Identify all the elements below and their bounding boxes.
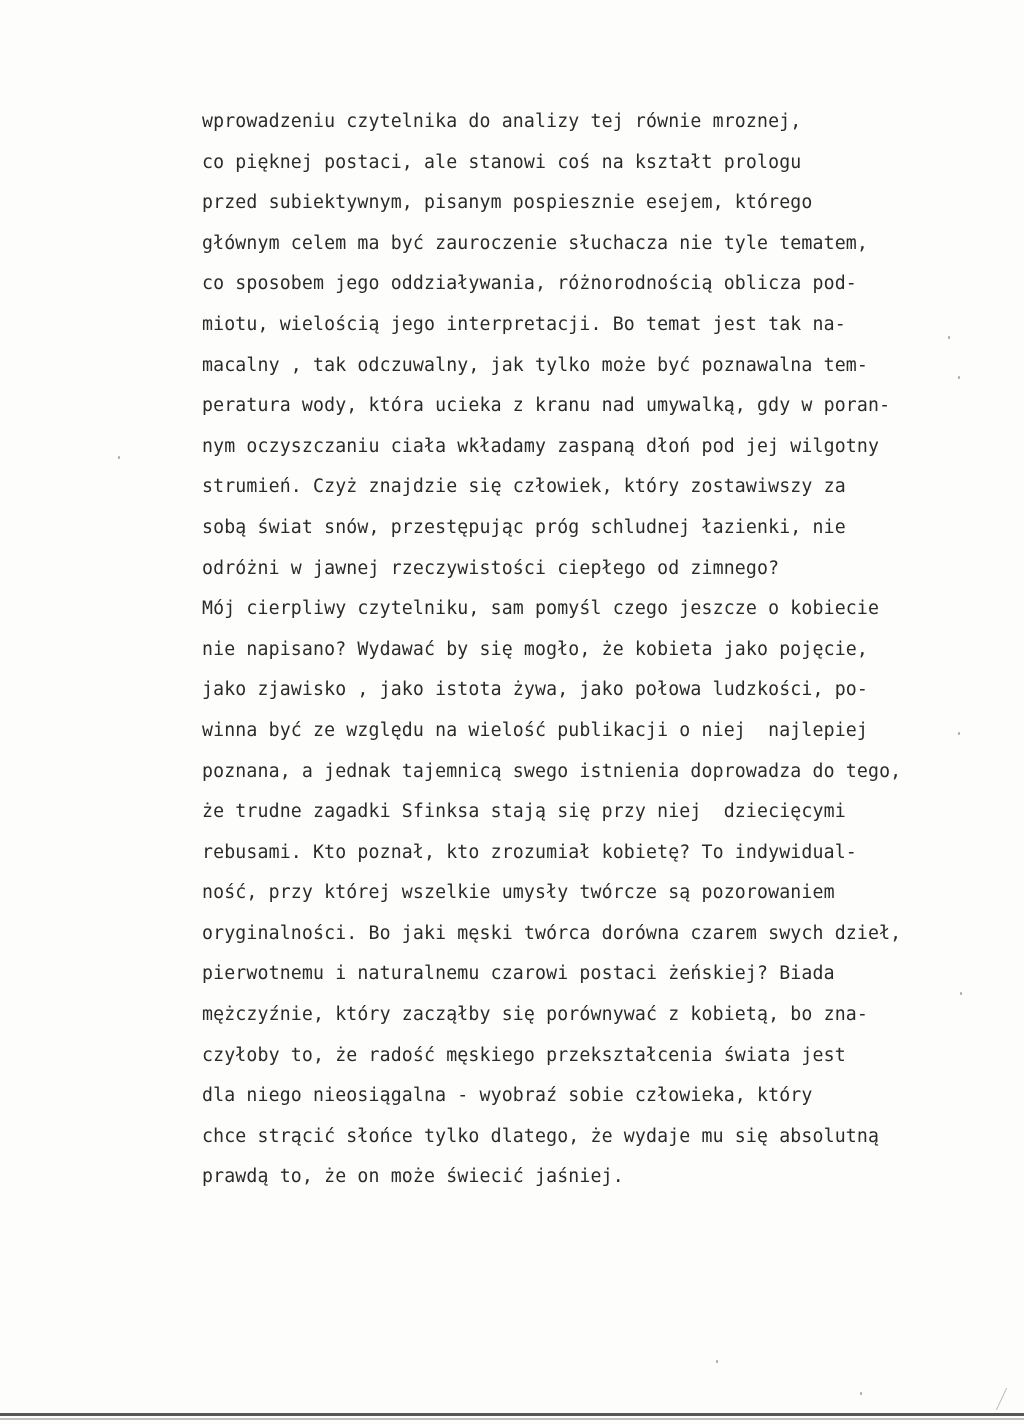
text-line: nie napisano? Wydawać by się mogło, że kobieta jako pojęcie,	[202, 638, 868, 660]
text-line: chce strącić słońce tylko dlatego, że wydaje mu się absolutną	[202, 1125, 880, 1147]
text-line: odróżni w jawnej rzeczywistości ciepłego od zimnego?	[202, 557, 780, 579]
text-line: sobą świat snów, przestępując próg schludnej łazienki, nie	[202, 516, 846, 538]
page-corner-mark	[982, 1388, 1007, 1410]
text-line: co sposobem jego oddziaływania, różnorodnością oblicza pod-	[202, 273, 857, 295]
scan-speck	[716, 1360, 718, 1363]
text-line: winna być ze względu na wielość publikacji o niej najlepiej	[202, 719, 868, 741]
text-line: jako zjawisko , jako istota żywa, jako połowa ludzkości, po-	[202, 679, 868, 701]
text-line: macalny , tak odczuwalny, jak tylko może być poznawalna tem-	[202, 354, 868, 376]
text-line: czyłoby to, że radość męskiego przekształcenia świata jest	[202, 1044, 846, 1066]
scan-speck	[960, 992, 962, 995]
text-line: co pięknej postaci, ale stanowi coś na kształt prologu	[202, 151, 802, 173]
text-line: mężczyźnie, który zacząłby się porównywać z kobietą, bo zna-	[202, 1004, 868, 1026]
text-line: głównym celem ma być zauroczenie słuchacza nie tyle tematem,	[202, 232, 868, 254]
scan-speck	[948, 336, 950, 339]
text-line: rebusami. Kto poznał, kto zrozumiał kobietę? To indywidual-	[202, 841, 857, 863]
text-line: peratura wody, która ucieka z kranu nad umywalką, gdy w poran-	[202, 395, 891, 417]
text-line: ność, przy której wszelkie umysły twórcze są pozorowaniem	[202, 882, 835, 904]
text-line: poznana, a jednak tajemnicą swego istnienia doprowadza do tego,	[202, 760, 902, 782]
scan-speck	[860, 1392, 862, 1395]
text-line: wprowadzeniu czytelnika do analizy tej równie mroznej,	[202, 111, 802, 132]
text-line: pierwotnemu i naturalnemu czarowi postaci żeńskiej? Biada	[202, 963, 835, 985]
text-line: nym oczyszczaniu ciała wkładamy zaspaną dłoń pod jej wilgotny	[202, 435, 880, 457]
text-line: strumień. Czyż znajdzie się człowiek, który zostawiwszy za	[202, 476, 846, 498]
text-line: przed subiektywnym, pisanym pospiesznie esejem, którego	[202, 192, 813, 214]
text-line: dla niego nieosiągalna - wyobraź sobie człowieka, który	[202, 1085, 813, 1107]
scan-bottom-edge-faint	[0, 1418, 1024, 1420]
text-line: miotu, wielością jego interpretacji. Bo temat jest tak na-	[202, 313, 846, 335]
text-line: oryginalności. Bo jaki męski twórca dorówna czarem swych dzieł,	[202, 922, 902, 944]
scan-speck	[958, 376, 960, 379]
scan-speck	[958, 732, 960, 735]
scan-speck	[118, 456, 120, 459]
scan-bottom-edge	[0, 1413, 1024, 1416]
text-line: prawdą to, że on może świecić jaśniej.	[202, 1166, 624, 1188]
typewritten-text-block	[202, 102, 992, 1198]
text-line: Mój cierpliwy czytelniku, sam pomyśl czego jeszcze o kobiecie	[202, 598, 880, 620]
text-line: że trudne zagadki Sfinksa stają się przy niej dziecięcymi	[202, 801, 846, 823]
